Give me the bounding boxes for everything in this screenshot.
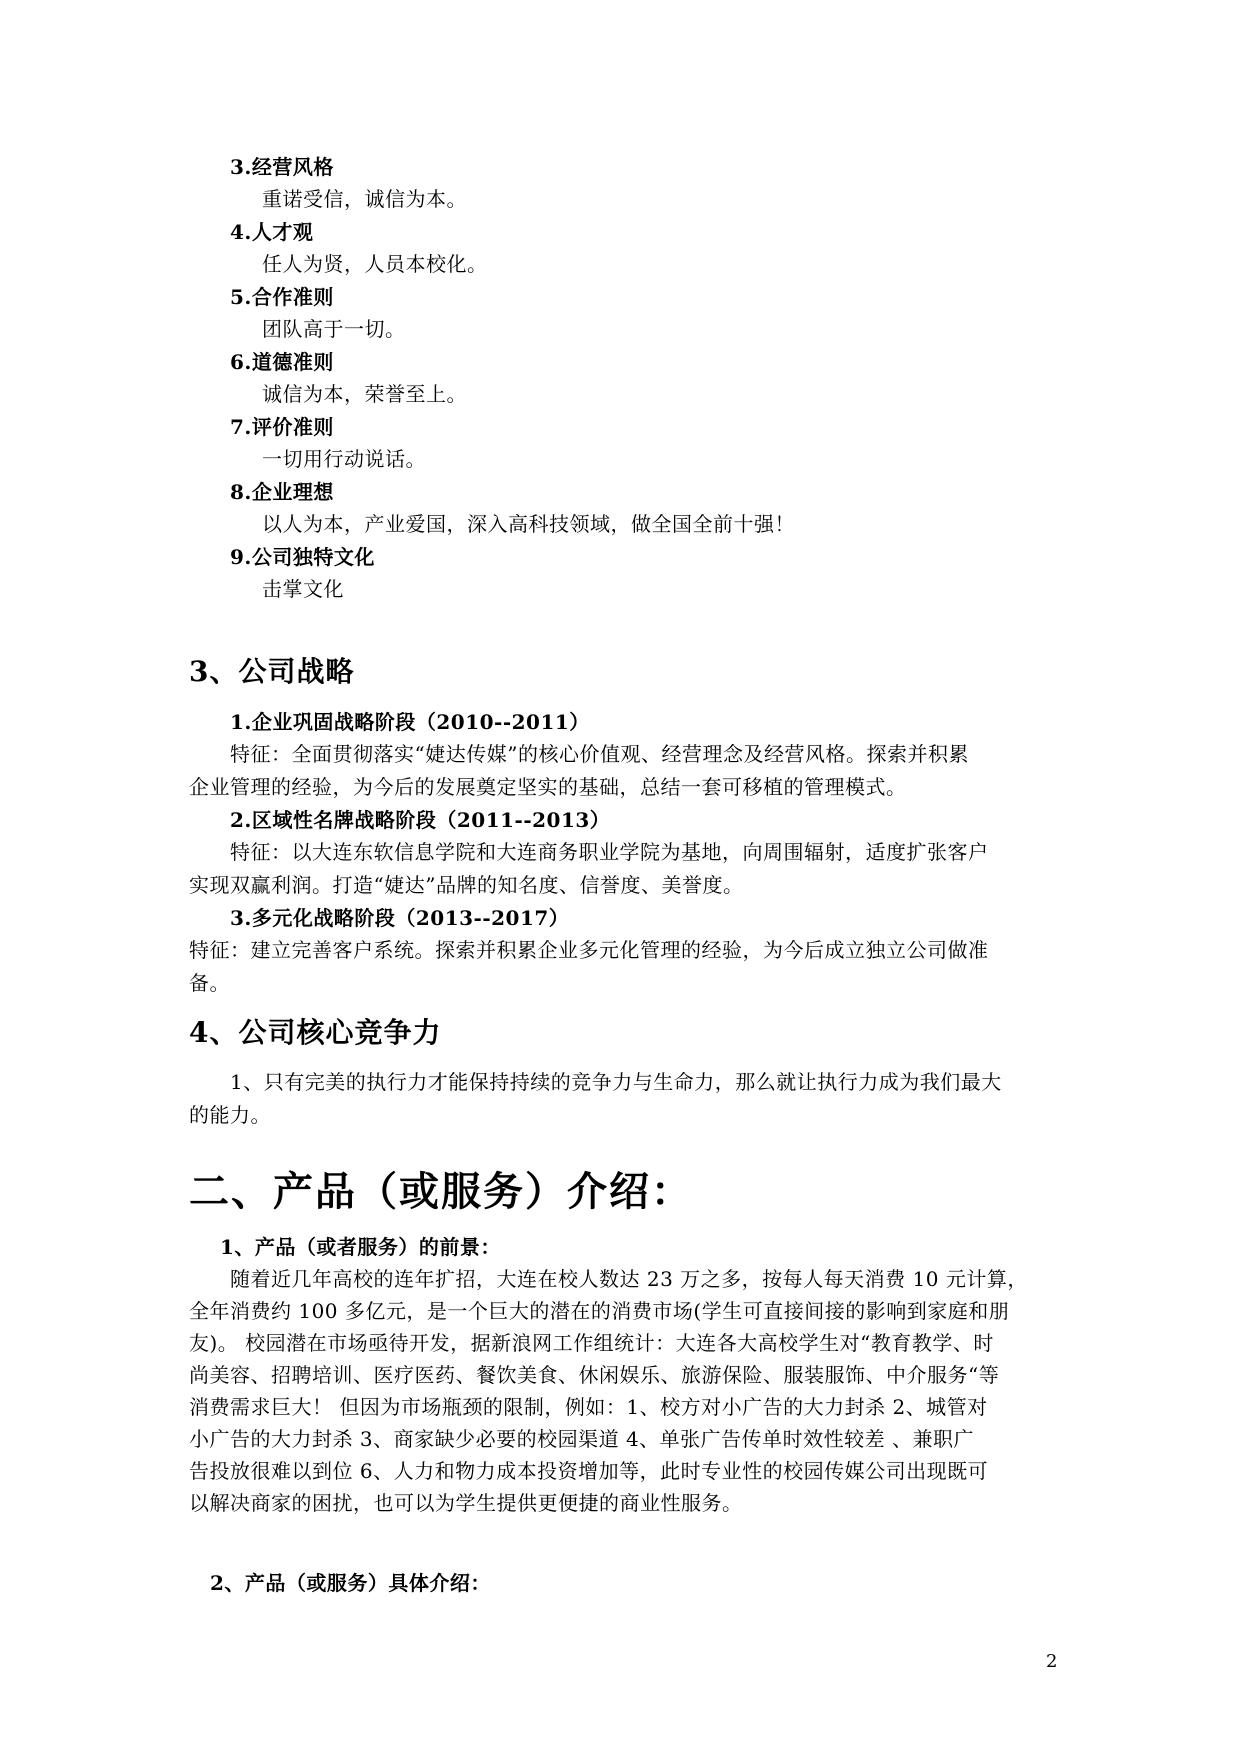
product-para-line-7: 告投放很难以到位 6、人力和物力成本投资增加等，此时专业性的校园传媒公司出现既可 [189,1459,989,1483]
culture-body-7: 一切用行动说话。 [262,447,426,471]
culture-heading-6: 6.道德准则 [230,350,334,374]
section-title-core: 4、公司核心竞争力 [189,1016,442,1049]
product-subtitle-2: 2、产品（或服务）具体介绍： [210,1571,491,1595]
product-para-line-2: 全年消费约 100 多亿元，是一个巨大的潜在的消费市场(学生可直接间接的影响到家庭和朋 [189,1299,1010,1323]
strategy-stage-2-line2: 实现双赢利润。打造“婕达”品牌的知名度、信誉度、美誉度。 [189,873,744,897]
section-title-strategy: 3、公司战略 [189,655,355,688]
product-para-line-1: 随着近几年高校的连年扩招，大连在校人数达 23 万之多，按每人每天消费 10 元计算， [230,1267,1028,1291]
culture-heading-3: 3.经营风格 [230,155,334,179]
strategy-stage-2-line1: 特征：以大连东软信息学院和大连商务职业学院为基地，向周围辐射，适度扩张客户 [230,840,989,864]
culture-body-8: 以人为本，产业爱国，深入高科技领域，做全国全前十强！ [262,512,795,536]
culture-heading-8: 8.企业理想 [230,480,334,504]
page-number: 2 [1046,1651,1058,1672]
strategy-stage-3-line1: 特征：建立完善客户系统。探索并积累企业多元化管理的经验，为今后成立独立公司做准 [189,938,989,962]
strategy-stage-1-heading: 1.企业巩固战略阶段（2010--2011） [230,710,590,734]
product-para-line-6: 小广告的大力封杀 3、商家缺少必要的校园渠道 4、单张广告传单时效性较差 、兼职广 [189,1427,975,1451]
strategy-stage-1-line2: 企业管理的经验，为今后的发展奠定坚实的基础，总结一套可移植的管理模式。 [189,775,907,799]
culture-body-5: 团队高于一切。 [262,317,406,341]
product-para-line-3: 友)。 校园潜在市场亟待开发，据新浪网工作组统计：大连各大高校学生对“教育教学、时 [189,1331,994,1355]
strategy-stage-1-line1: 特征：全面贯彻落实“婕达传媒”的核心价值观、经营理念及经营风格。探索并积累 [230,742,969,766]
product-para-line-8: 以解决商家的困扰，也可以为学生提供更便捷的商业性服务。 [189,1491,743,1515]
strategy-stage-3-heading: 3.多元化战略阶段（2013--2017） [230,906,570,930]
culture-heading-7: 7.评价准则 [230,415,334,439]
core-line1: 1、只有完美的执行力才能保持持续的竞争力与生命力，那么就让执行力成为我们最大 [230,1070,1002,1094]
product-para-line-4: 尚美容、招聘培训、医疗医药、餐饮美食、休闲娱乐、旅游保险、服装服饰、中介服务“等 [189,1363,1000,1387]
culture-heading-5: 5.合作准则 [230,285,334,309]
culture-body-3: 重诺受信，诚信为本。 [262,187,467,211]
culture-heading-9: 9.公司独特文化 [230,545,375,569]
product-para-line-5: 消费需求巨大！ 但因为市场瓶颈的限制，例如：1、校方对小广告的大力封杀 2、城管对 [189,1395,988,1419]
strategy-stage-2-heading: 2.区域性名牌战略阶段（2011--2013） [230,808,611,832]
culture-body-9: 击掌文化 [262,577,344,601]
core-line2: 的能力。 [189,1103,271,1127]
strategy-stage-3-line2: 备。 [189,971,230,995]
culture-body-6: 诚信为本，荣誉至上。 [262,382,467,406]
culture-body-4: 任人为贤，人员本校化。 [262,252,488,276]
chapter-title-product: 二、产品（或服务）介绍： [189,1168,693,1215]
product-subtitle-1: 1、产品（或者服务）的前景： [220,1235,501,1259]
culture-heading-4: 4.人才观 [230,220,314,244]
